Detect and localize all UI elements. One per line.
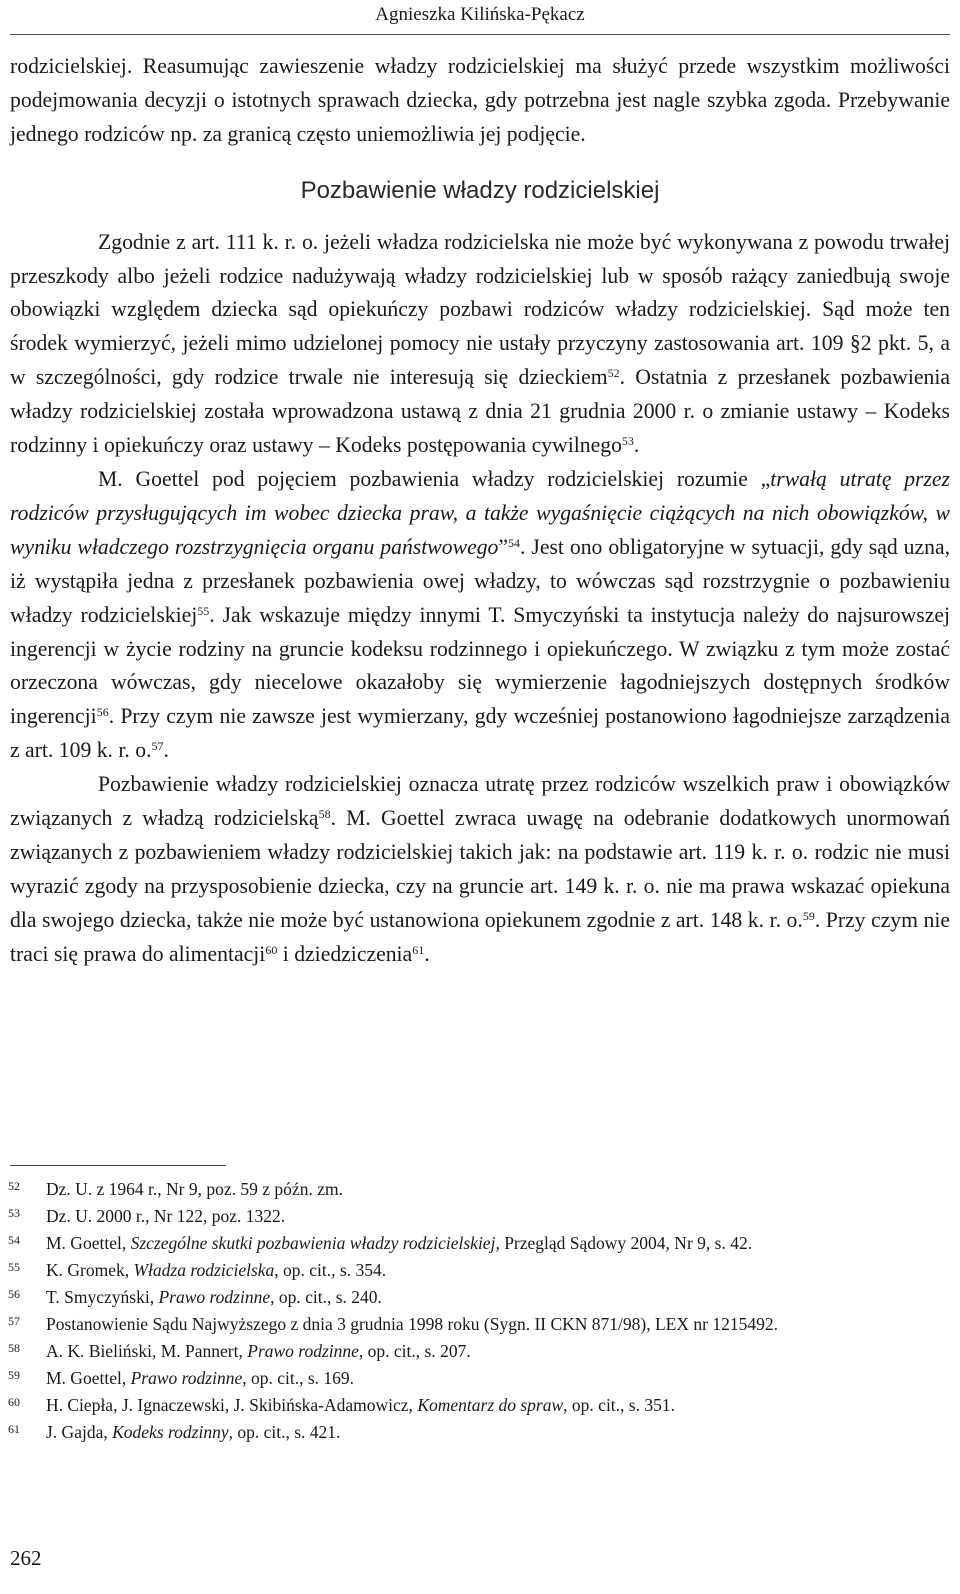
footnote-text: Postanowienie Sądu Najwyższego z dnia 3 grudnia 1998 roku (Sygn. II CKN 871/98), LEX nr 1215492. — [46, 1314, 778, 1334]
paragraph-text: rodzicielskiej. Reasumując zawieszenie władzy rodzicielskiej ma służyć przede wszystkim możliwości podejmowania decyzji o istotnych sprawach dziecka, gdy potrzebna jest nagle szybka zgoda. Przebywanie jednego rodziców np. za granicą często uniemożliwia jej podjęcie. — [10, 54, 950, 146]
footnote-ref[interactable]: 53 — [621, 434, 634, 449]
footnote-ref[interactable]: 61 — [412, 942, 425, 957]
footnote-text: Dz. U. z 1964 r., Nr 9, poz. 59 z późn. zm. — [46, 1179, 343, 1199]
footnote-ref[interactable]: 58 — [318, 807, 331, 822]
paragraph-text: M. Goettel pod pojęciem pozbawienia władzy rodzicielskiej rozumie „ — [98, 466, 771, 491]
footnote-ref[interactable]: 56 — [96, 705, 109, 720]
footnote-text: Dz. U. 2000 r., Nr 122, poz. 1322. — [46, 1206, 286, 1226]
footnote — [10, 1203, 950, 1230]
footnote-number: 56 — [8, 1287, 20, 1301]
section-heading: Pozbawienie władzy rodzicielskiej — [300, 176, 660, 204]
main-text — [10, 50, 950, 972]
footnote-title: Władza rodzicielska — [133, 1260, 275, 1280]
footnote-text: , op. cit., s. 240. — [270, 1287, 382, 1307]
footnote-text: K. Gromek, — [46, 1260, 134, 1280]
paragraph-text: Zgodnie z art. 111 k. r. o. jeżeli władza rodzicielska nie może być wykonywana z powodu trwałej przeszkody albo jeżeli rodzice nadużywają władzy rodzicielskiej lub w sposób rażący zaniedbują swoje obowiązki względem dziecka sąd opiekuńczy pozbawi rodziców władzy rodzicielskiej. Sąd może ten środek wymierzyć, jeżeli mimo udzielonej pomocy nie ustały przyczyny zastosowania art. 109 §2 pkt. 5, a w szczególności, gdy rodzice trwale nie interesują się dzieckiem — [10, 229, 950, 390]
paragraph — [10, 226, 950, 463]
footnote-text: , op. cit., s. 354. — [274, 1260, 387, 1280]
footnote-number: 61 — [8, 1422, 20, 1436]
footnote-ref[interactable]: 52 — [607, 366, 620, 381]
paragraph-text: . Jak wskazuje między innymi T. Smyczyński ta instytucja należy do najsurowszej ingerencji w życie rodziny na gruncie kodeksu rodzinnego i opiekuńczego. W związku z tym może zostać orzeczona wówczas, gdy niecelowe okazałoby się wymierzenie łagodniejszych dostępnych środków ingerencji — [10, 602, 950, 729]
footnote-ref[interactable]: 57 — [151, 739, 164, 754]
footnotes — [10, 1176, 950, 1446]
footnote-number: 54 — [8, 1233, 20, 1247]
paragraph-text: . — [633, 433, 640, 458]
paragraph-continuation — [10, 50, 950, 152]
footnote-number: 59 — [8, 1368, 20, 1382]
paragraph-text: i dziedziczenia — [277, 941, 413, 966]
footnote — [10, 1365, 950, 1392]
footnote-text: , Przegląd Sądowy 2004, Nr 9, s. 42. — [495, 1233, 753, 1253]
footnote — [10, 1392, 950, 1419]
footnote-title: Prawo rodzinne — [247, 1341, 359, 1361]
footnote-title: Kodeks rodzinny — [112, 1422, 229, 1442]
header-rule — [10, 34, 950, 35]
paragraph-text: . Przy czym nie traci się prawa do alimentacji — [10, 907, 951, 966]
footnote-title: Prawo rodzinne — [130, 1368, 243, 1388]
footnote-text: J. Gajda, — [46, 1422, 113, 1442]
footnote — [10, 1284, 950, 1311]
footnote-separator — [10, 1165, 226, 1166]
footnote-text: M. Goettel, — [46, 1233, 131, 1253]
footnote-ref[interactable]: 55 — [197, 603, 210, 618]
paragraph — [10, 768, 950, 971]
footnote-number: 57 — [8, 1314, 20, 1328]
footnote — [10, 1230, 950, 1257]
footnote — [10, 1338, 950, 1365]
footnote-ref[interactable]: 54 — [508, 535, 521, 550]
footnote-ref[interactable]: 59 — [802, 908, 815, 923]
paragraph-text: . Ostatnia z przesłanek pozbawienia władzy rodzicielskiej została wprowadzona ustawą z dnia 21 grudnia 2000 r. o zmianie ustawy – Kodeks rodzinny i opiekuńczy oraz ustawy – Kodeks postępowania cywilnego — [10, 365, 950, 458]
footnote-text: A. K. Bieliński, M. Pannert, — [46, 1341, 248, 1361]
footnote-ref[interactable]: 60 — [265, 942, 278, 957]
footnote — [10, 1257, 950, 1284]
footnote — [10, 1419, 950, 1446]
footnote-number: 52 — [8, 1179, 20, 1193]
footnote-title: Komentarz do spraw — [417, 1395, 564, 1415]
footnote-number: 58 — [8, 1341, 20, 1355]
footnote-number: 53 — [8, 1206, 20, 1220]
paragraph-text: . Jest ono obligatoryjne w sytuacji, gdy sąd uzna, iż wystąpiła jedna z przesłanek pozbawienia owej władzy, to wówczas sąd rozstrzygnie o pozbawieniu władzy rodzicielskiej — [10, 534, 951, 627]
footnote-text: , op. cit., s. 169. — [242, 1368, 355, 1388]
footnote-text: H. Ciepła, J. Ignaczewski, J. Skibińska-Adamowicz, — [46, 1395, 418, 1415]
footnote — [10, 1176, 950, 1203]
footnote-text: T. Smyczyński, — [46, 1287, 159, 1307]
paragraph-text: . M. Goettel zwraca uwagę na odebranie dodatkowych unormowań związanych z pozbawieniem władzy rodzicielskiej takich jak: na podstawie art. 119 k. r. o. rodzic nie musi wyrazić zgody na przysposobienie dziecka, czy na gruncie art. 149 k. r. o. nie ma prawa wskazać opiekuna dla swojego dziecka, także nie może być ustanowiona opiekunem zgodnie z art. 148 k. r. o. — [10, 806, 950, 932]
running-header: Agnieszka Kilińska-Pękacz — [375, 4, 585, 25]
quoted-definition: trwałą utratę przez rodziców przysługujących im wobec dziecka praw, a także wygaśnięcie ciążących na nich obowiązków, w wyniku władczego rozstrzygnięcia organu państwowego — [10, 466, 950, 559]
footnote-text: , op. cit., s. 207. — [358, 1341, 471, 1361]
paragraph-text: . — [163, 738, 169, 763]
paragraph-text: Pozbawienie władzy rodzicielskiej oznacza utratę przez rodziców wszelkich praw i obowiązków związanych z władzą rodzicielską — [10, 772, 950, 831]
footnote-text: , op. cit., s. 421. — [228, 1422, 341, 1442]
footnote-number: 55 — [8, 1260, 20, 1274]
footnote-title: Szczególne skutki pozbawienia władzy rodzicielskiej — [130, 1233, 496, 1253]
footnote-title: Prawo rodzinne — [158, 1287, 271, 1307]
footnote-text: M. Goettel, — [46, 1368, 131, 1388]
paragraph-text: . Przy czym nie zawsze jest wymierzany, gdy wcześniej postanowiono łagodniejsze zarządzenia z art. 109 k. r. o. — [10, 704, 950, 763]
paragraph-text: . — [424, 941, 430, 966]
page-number: 262 — [10, 1546, 42, 1570]
footnote — [10, 1311, 950, 1338]
footnote-number: 60 — [8, 1395, 20, 1409]
paragraph-text: ” — [498, 534, 509, 559]
footnote-text: , op. cit., s. 351. — [563, 1395, 675, 1415]
paragraph — [10, 463, 950, 768]
